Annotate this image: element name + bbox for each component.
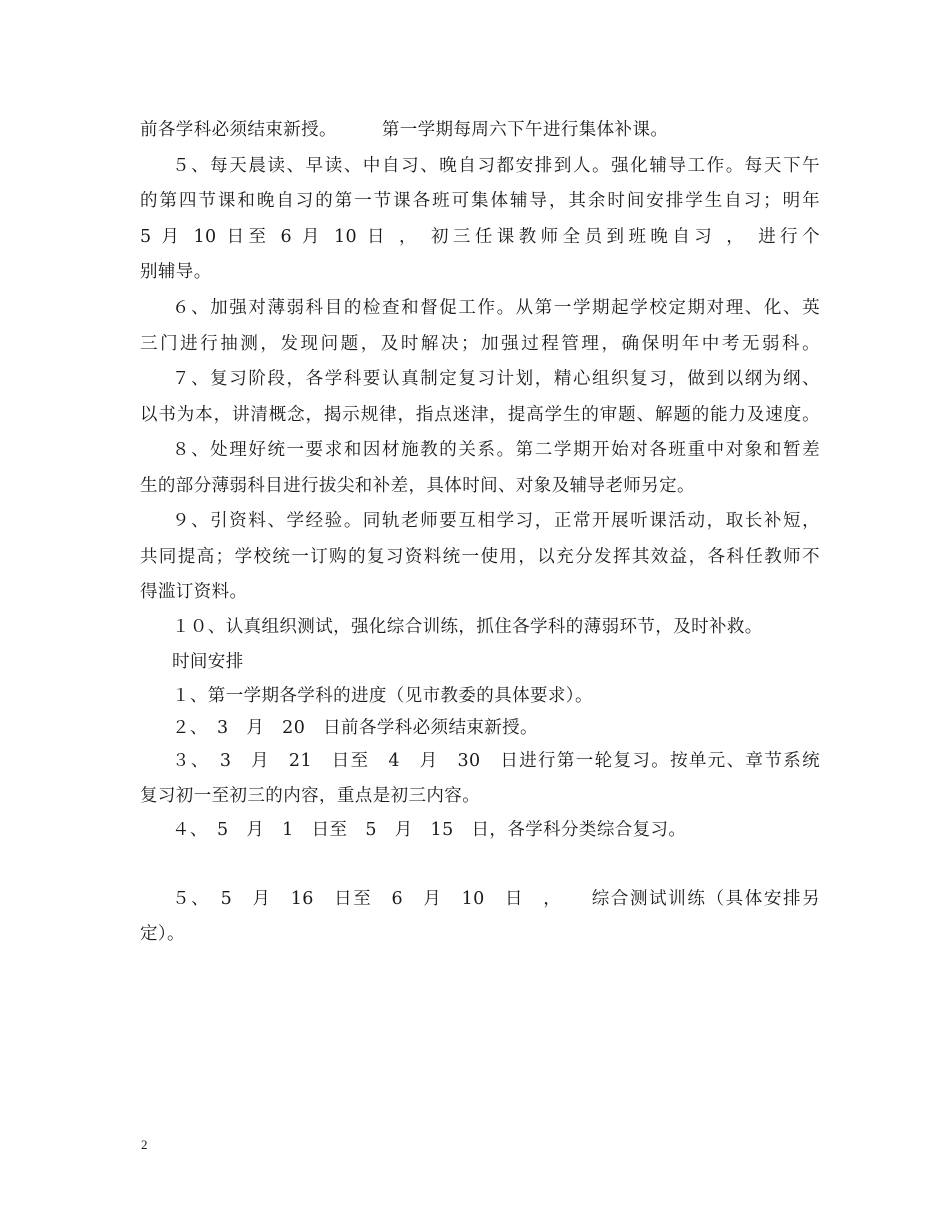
paragraph-8-line-1: ８、处理好统一要求和因材施教的关系。第二学期开始对各班重中对象和暂差 (172, 440, 820, 460)
paragraph-6-line-1: ６、加强对薄弱科目的检查和督促工作。从第一学期起学校定期对理、化、英 (172, 298, 820, 318)
text-line: 别辅导。 (140, 262, 212, 282)
schedule-item-4: ４、 5 月 1 日至 5 月 15 日，各学科分类综合复习。 (172, 820, 687, 840)
page-number: 2 (141, 1137, 148, 1152)
text-line: 得滥订资料。 (140, 582, 248, 602)
text-line: 的第四节课和晚自习的第一节课各班可集体辅导，其余时间安排学生自习；明年 (140, 191, 820, 211)
schedule-item-5-line-1: ５、 5 月 16 日至 6 月 10 日 ， 综合测试训练（具体安排另 (172, 889, 820, 909)
text-line: 定）。 (140, 924, 185, 944)
text-line: 三门进行抽测，发现问题，及时解决；加强过程管理，确保明年中考无弱科。 (140, 334, 820, 354)
text-line: 以书为本，讲清概念，揭示规律，指点迷津，提高学生的审题、解题的能力及速度。 (140, 405, 820, 425)
schedule-item-3-line-1: ３、 3 月 21 日至 4 月 30 日进行第一轮复习。按单元、章节系统 (172, 751, 820, 771)
schedule-item-2: ２、 3 月 20 日前各学科必须结束新授。 (172, 718, 538, 738)
text-line: 复习初一至初三的内容，重点是初三内容。 (140, 786, 481, 806)
section-heading: 时间安排 (172, 652, 244, 672)
text-line: 5 月 10 日至 6 月 10 日 ， 初三任课教师全员到班晚自习 ， 进行个 (140, 227, 820, 247)
paragraph-7-line-1: ７、复习阶段，各学科要认真制定复习计划，精心组织复习，做到以纲为纲、 (172, 369, 820, 389)
paragraph-10-line-1: １０、认真组织测试，强化综合训练，抓住各学科的薄弱环节，及时补救。 (172, 617, 763, 637)
schedule-item-1: １、第一学期各学科的进度（见市教委的具体要求）。 (172, 686, 593, 706)
paragraph-9-line-1: ９、引资料、学经验。同轨老师要互相学习，正常开展听课活动，取长补短， (172, 511, 820, 531)
text-line: 共同提高；学校统一订购的复习资料统一使用，以充分发挥其效益，各科任教师不 (140, 547, 820, 567)
text-line: 前各学科必须结束新授。 第一学期每周六下午进行集体补课。 (140, 120, 669, 140)
paragraph-5-line-1: ５、每天晨读、早读、中自习、晚自习都安排到人。强化辅导工作。每天下午 (172, 156, 820, 176)
text-line: 生的部分薄弱科目进行拔尖和补差，具体时间、对象及辅导老师另定。 (140, 476, 695, 496)
